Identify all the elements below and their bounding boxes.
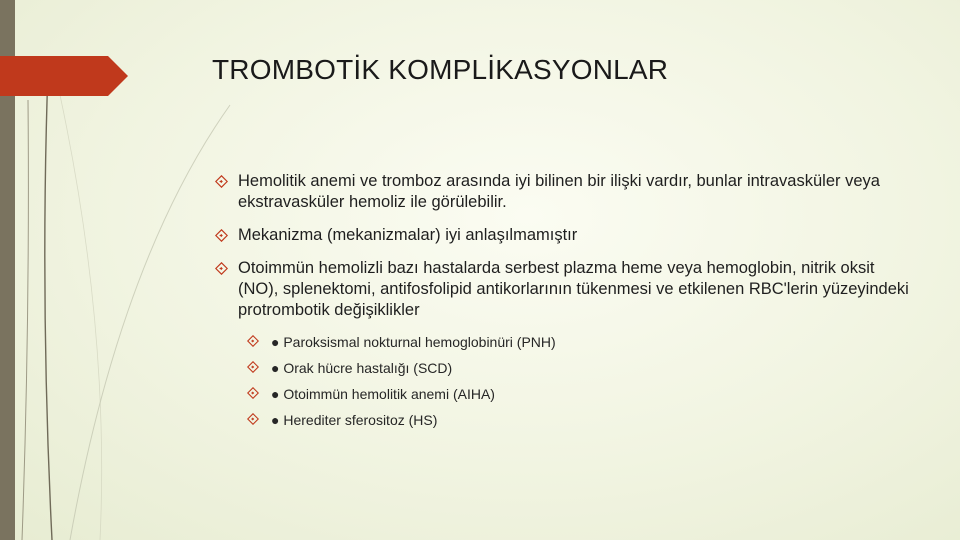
diamond-bullet-icon [215,175,228,188]
diamond-bullet-icon [215,229,228,242]
sub-bullet-text: ● Orak hücre hastalığı (SCD) [271,360,453,376]
sub-bullet-item-3 [247,385,915,403]
slide-title: TROMBOTİK KOMPLİKASYONLAR [212,54,669,85]
bullet-item-2 [215,225,915,246]
bullet-item-3 [215,258,915,321]
sub-bullet-item-2 [247,359,915,377]
diamond-bullet-icon [247,335,259,347]
diamond-bullet-icon [247,387,259,399]
bullet-item-1 [215,171,915,213]
sub-bullet-text: ● Paroksismal nokturnal hemoglobinüri (PNH) [271,334,556,350]
sub-bullet-text: ● Herediter sferositoz (HS) [271,412,438,428]
bullet-list [215,171,915,437]
bullet-text: Mekanizma (mekanizmalar) iyi anlaşılmamıştır [238,226,578,244]
arrow-flag-icon [0,56,128,96]
diamond-bullet-icon [215,262,228,275]
diamond-bullet-icon [247,413,259,425]
sub-bullet-item-4 [247,411,915,429]
bullet-text: Otoimmün hemolizli bazı hastalarda serbest plazma heme veya hemoglobin, nitrik oksit (NO), splenektomi, antifosfolipid antikorlarının tükenmesi ve etkilenen RBC'lerin yüzeyindeki protrombotik değişiklikler [238,259,909,319]
sub-bullet-text: ● Otoimmün hemolitik anemi (AIHA) [271,386,495,402]
diamond-bullet-icon [247,361,259,373]
sub-bullet-item-1 [247,333,915,351]
bullet-text: Hemolitik anemi ve tromboz arasında iyi bilinen bir ilişki vardır, bunlar intravasküler veya ekstravasküler hemoliz ile görülebilir. [238,172,880,211]
